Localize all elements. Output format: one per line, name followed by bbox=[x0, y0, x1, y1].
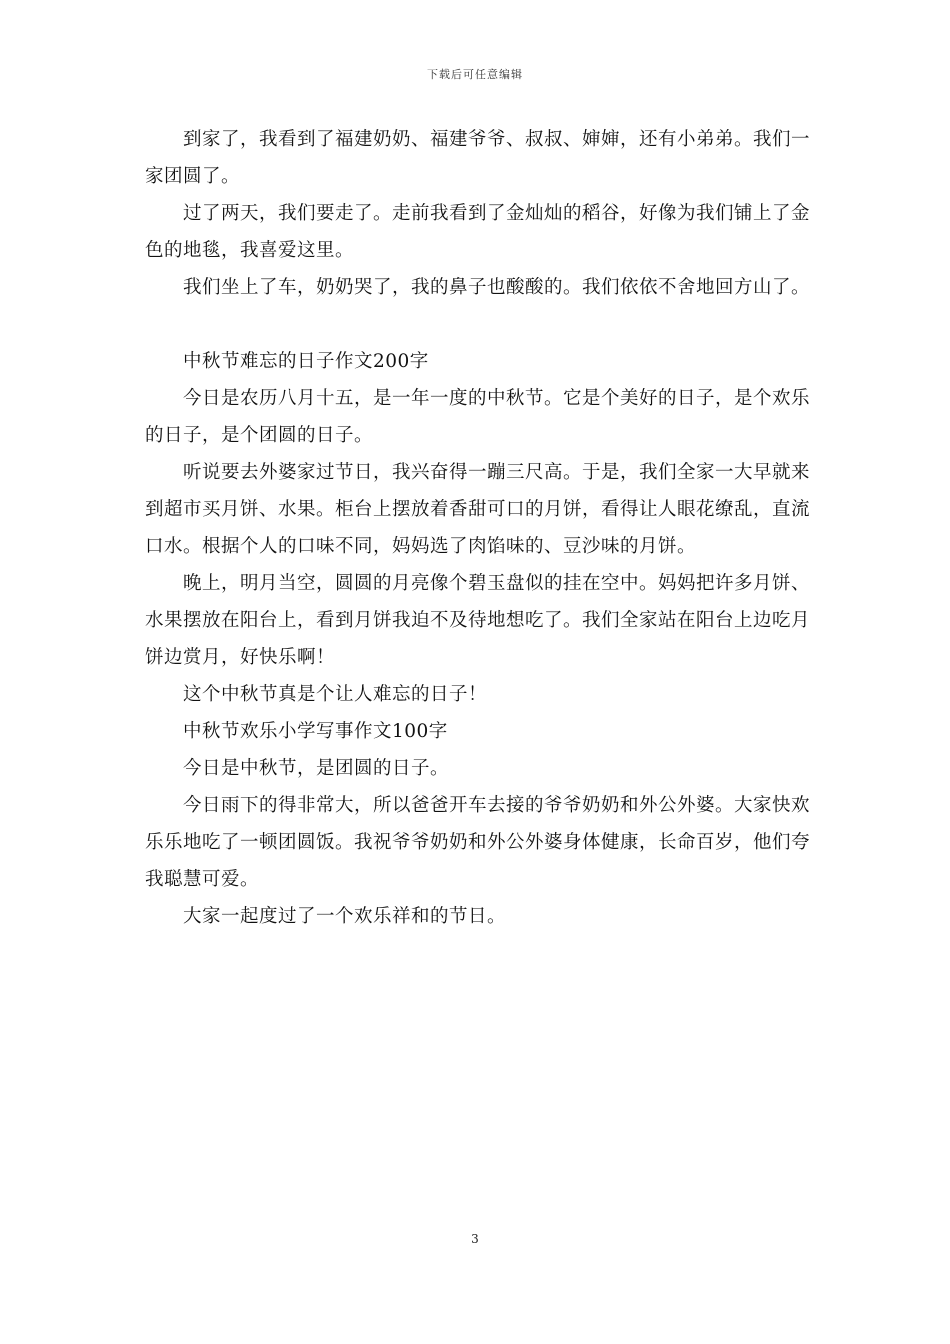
paragraph: 今日雨下的得非常大，所以爸爸开车去接的爷爷奶奶和外公外婆。大家快欢乐乐地吃了一顿团圆饭。我祝爷爷奶奶和外公外婆身体健康，长命百岁，他们夸我聪慧可爱。 bbox=[145, 795, 811, 890]
paragraph: 过了两天，我们要走了。走前我看到了金灿灿的稻谷，好像为我们铺上了金色的地毯，我喜爱这里。 bbox=[145, 203, 811, 261]
page-number: 3 bbox=[471, 1232, 479, 1246]
paragraph: 我们坐上了车，奶奶哭了，我的鼻子也酸酸的。我们依依不舍地回方山了。 bbox=[183, 277, 811, 298]
paragraph: 今日是中秋节，是团圆的日子。 bbox=[183, 758, 450, 779]
paragraph: 今日是农历八月十五，是一年一度的中秋节。它是个美好的日子，是个欢乐的日子，是个团圆的日子。 bbox=[145, 388, 811, 446]
essay-title: 中秋节难忘的日子作文200字 bbox=[183, 351, 429, 372]
paragraph: 这个中秋节真是个让人难忘的日子！ bbox=[183, 684, 488, 705]
page-header: 下载后可任意编辑 bbox=[427, 68, 523, 81]
paragraph: 听说要去外婆家过节日，我兴奋得一蹦三尺高。于是，我们全家一大早就来到超市买月饼、水果。柜台上摆放着香甜可口的月饼，看得让人眼花缭乱，直流口水。根据个人的口味不同，妈妈选了肉馅味的、豆沙味的月饼。 bbox=[145, 462, 811, 557]
document-body bbox=[145, 121, 810, 935]
paragraph: 大家一起度过了一个欢乐祥和的节日。 bbox=[183, 906, 507, 927]
paragraph-spacer bbox=[145, 306, 810, 343]
paragraph: 晚上，明月当空，圆圆的月亮像个碧玉盘似的挂在空中。妈妈把许多月饼、水果摆放在阳台上，看到月饼我迫不及待地想吃了。我们全家站在阳台上边吃月饼边赏月，好快乐啊！ bbox=[145, 573, 811, 668]
paragraph: 到家了，我看到了福建奶奶、福建爷爷、叔叔、婶婶，还有小弟弟。我们一家团圆了。 bbox=[145, 129, 811, 187]
essay-title: 中秋节欢乐小学写事作文100字 bbox=[183, 721, 448, 742]
